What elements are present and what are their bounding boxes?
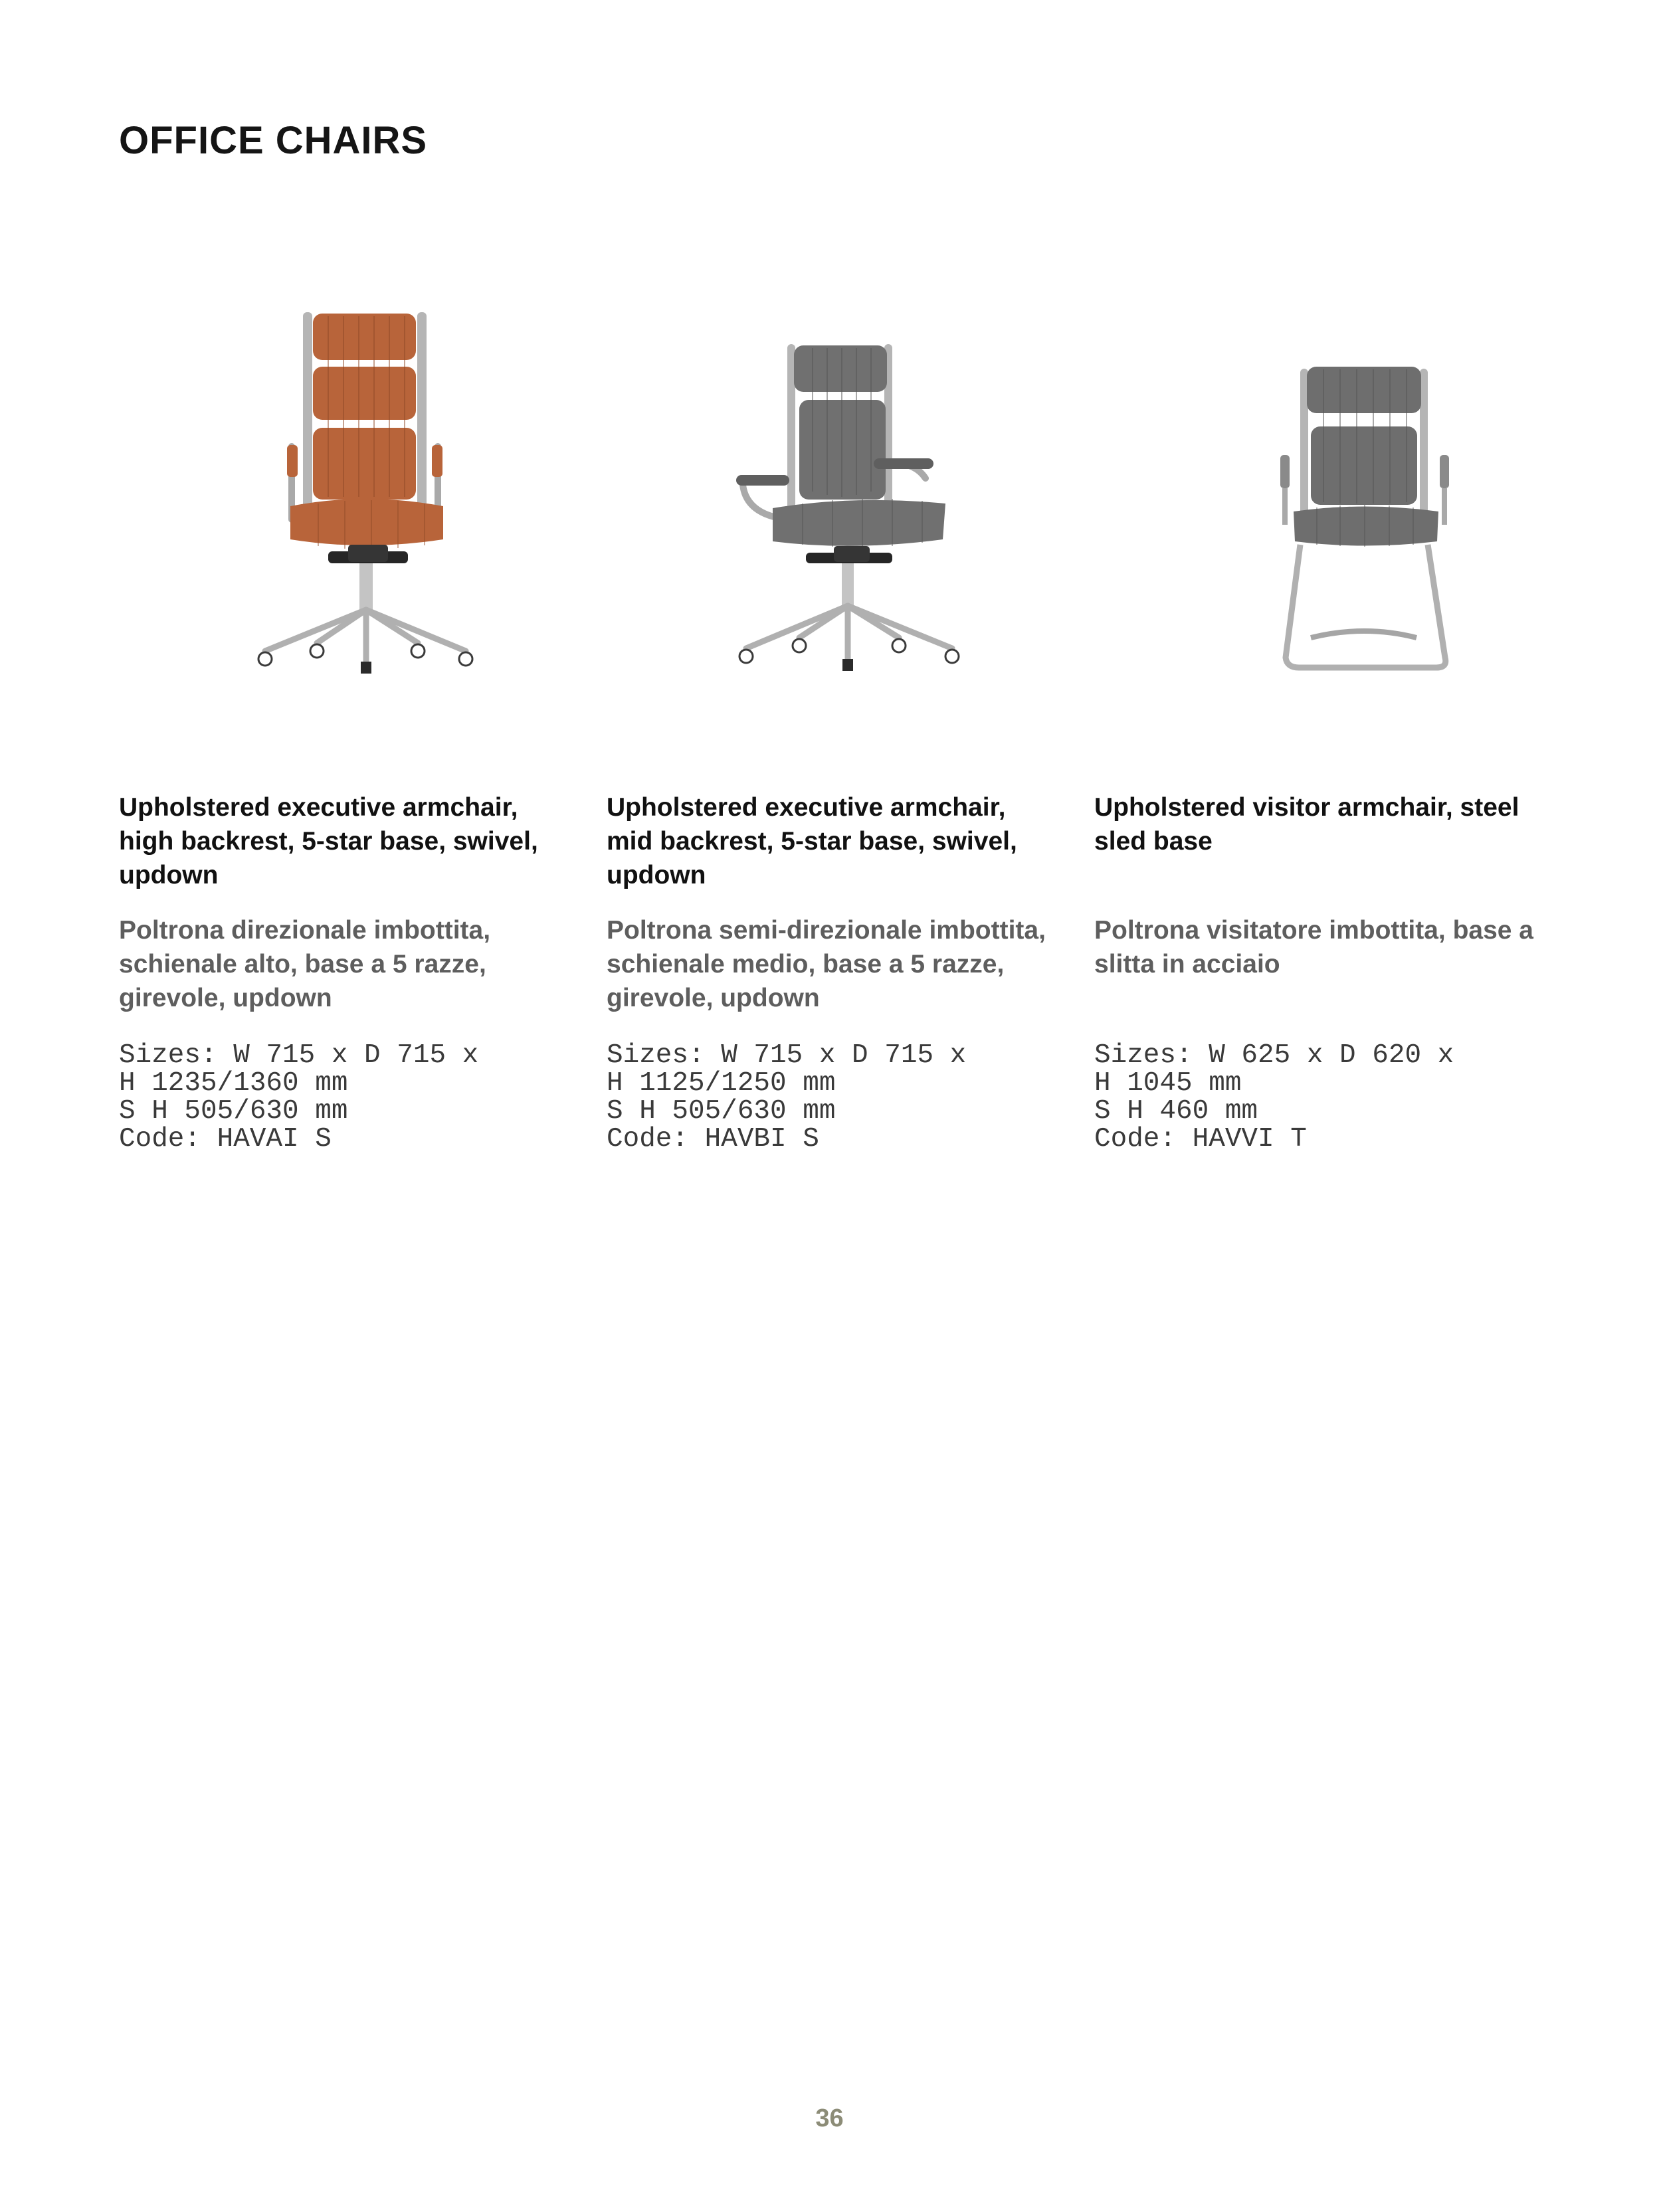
product-specs [119, 1042, 584, 1153]
seat-height-line: S H 505/630 mm [119, 1096, 348, 1127]
product-title-it: Poltrona semi-direzionale imbottita, schienale medio, base a 5 razze, girevole, updown [607, 916, 1046, 1012]
product-code: Code: HAVAI S [119, 1124, 332, 1154]
product-specs [1094, 1042, 1559, 1153]
height-line: H 1045 mm [1094, 1068, 1242, 1099]
product-card-havbi-s [607, 0, 1072, 1196]
product-card-havvi-t [1094, 0, 1559, 1196]
product-photo-mid-back-chair [640, 292, 1105, 757]
seat-height-line: S H 460 mm [1094, 1096, 1258, 1127]
chair-high-back-image [159, 292, 624, 757]
height-line: H 1125/1250 mm [607, 1068, 836, 1099]
product-photo-high-back-chair [159, 292, 624, 757]
chair-mid-back-image [640, 292, 1105, 757]
product-code: Code: HAVVI T [1094, 1124, 1307, 1154]
product-title-en: Upholstered executive armchair, mid backrest, 5-star base, swivel, updown [607, 793, 1017, 889]
product-code: Code: HAVBI S [607, 1124, 819, 1154]
seat-height-line: S H 505/630 mm [607, 1096, 836, 1127]
product-title-it: Poltrona direzionale imbottita, schienale alto, base a 5 razze, girevole, updown [119, 916, 491, 1012]
sizes-line: Sizes: W 715 x D 715 x [119, 1040, 479, 1071]
chair-visitor-image [1181, 292, 1646, 757]
page-title: OFFICE CHAIRS [119, 119, 428, 162]
product-specs [607, 1042, 1072, 1153]
product-title-it: Poltrona visitatore imbottita, base a slitta in acciaio [1094, 916, 1533, 978]
height-line: H 1235/1360 mm [119, 1068, 348, 1099]
product-title-en: Upholstered executive armchair, high backrest, 5-star base, swivel, updown [119, 793, 538, 889]
sizes-line: Sizes: W 625 x D 620 x [1094, 1040, 1454, 1071]
product-photo-visitor-chair [1181, 292, 1646, 757]
sizes-line: Sizes: W 715 x D 715 x [607, 1040, 967, 1071]
product-card-havai-s [119, 0, 584, 1196]
product-title-en: Upholstered visitor armchair, steel sled base [1094, 793, 1519, 856]
page-number: 36 [815, 2104, 844, 2132]
